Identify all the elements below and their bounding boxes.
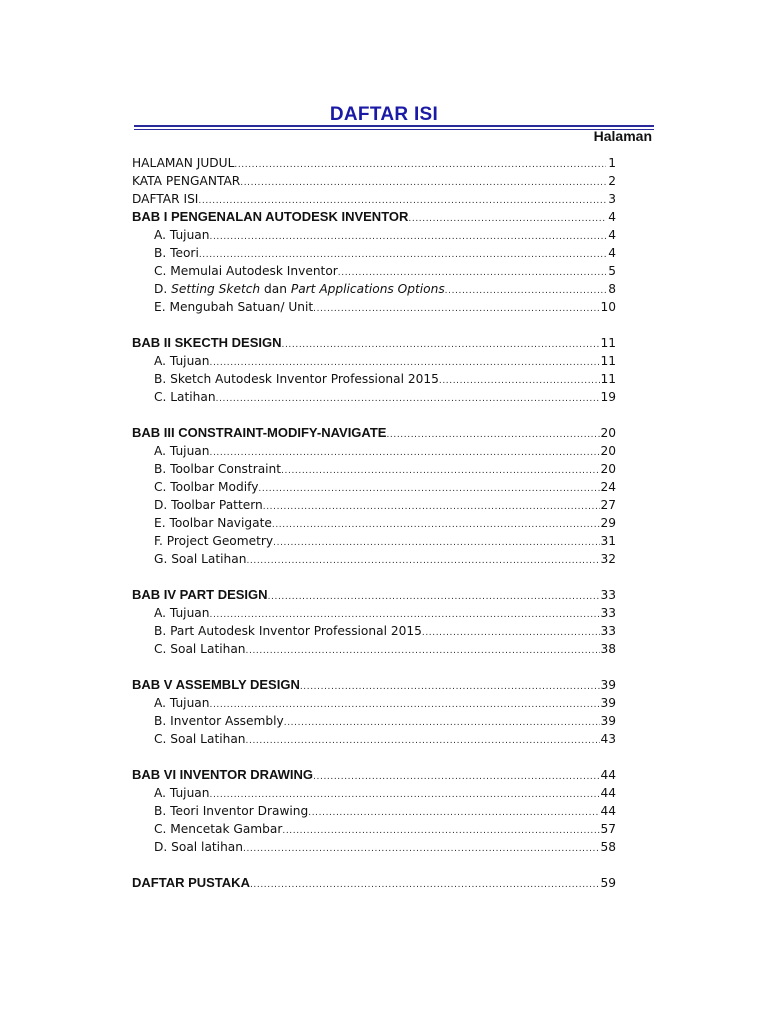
- toc-entry-label: D. Toolbar Pattern: [154, 498, 263, 512]
- toc-chapter-bab-2[interactable]: [132, 334, 616, 352]
- dot-leader: [386, 424, 600, 442]
- toc-entry-label: A. Tujuan: [154, 228, 210, 242]
- toc-entry-label: HALAMAN JUDUL: [132, 156, 235, 170]
- dot-leader: [338, 262, 606, 280]
- toc-entry-label: B. Teori: [154, 246, 199, 260]
- toc-entry-page: 8: [608, 282, 616, 296]
- toc-entry-label: C. Memulai Autodesk Inventor: [154, 264, 338, 278]
- toc-chapter-label: DAFTAR PUSTAKA: [132, 875, 250, 890]
- toc-chapter-label: BAB II SKECTH DESIGN: [132, 335, 282, 350]
- toc-chapter-bab-1[interactable]: [132, 208, 616, 226]
- toc-entry-page: 59: [600, 876, 616, 890]
- document-title: DAFTAR ISI: [329, 104, 439, 125]
- toc-entry[interactable]: [132, 532, 616, 550]
- dot-leader: [439, 370, 601, 388]
- toc-entry-page: 2: [608, 174, 616, 188]
- toc-entry-page: 33: [600, 624, 616, 638]
- dot-leader: [422, 622, 601, 640]
- toc-chapter-daftar-pustaka[interactable]: [132, 874, 616, 892]
- toc-entry[interactable]: [132, 262, 616, 280]
- toc-entry-label: B. Teori Inventor Drawing: [154, 804, 309, 818]
- toc-entry-page: 39: [600, 696, 616, 710]
- toc-entry-page: 38: [600, 642, 616, 656]
- dot-leader: [268, 586, 601, 604]
- toc-entry-label: B. Toolbar Constraint: [154, 462, 282, 476]
- toc-entry-page: 24: [600, 480, 616, 494]
- toc-entry-page: 20: [600, 426, 616, 440]
- dot-leader: [284, 712, 601, 730]
- toc-entry[interactable]: [132, 640, 616, 658]
- toc-entry-page: 19: [600, 390, 616, 404]
- toc-entry-label: DAFTAR ISI: [132, 192, 199, 206]
- section-spacer: [132, 406, 616, 424]
- dot-leader: [216, 388, 601, 406]
- toc-entry-page: 32: [600, 552, 616, 566]
- section-spacer: [132, 856, 616, 874]
- toc-entry-label: KATA PENGANTAR: [132, 174, 241, 188]
- toc-entry-page: 20: [600, 444, 616, 458]
- toc-entry-label: A. Tujuan: [154, 696, 210, 710]
- toc-entry-page: 57: [600, 822, 616, 836]
- toc-entry-label: A. Tujuan: [154, 786, 210, 800]
- toc-entry-page: 11: [600, 372, 616, 386]
- toc-entry-page: 11: [600, 354, 616, 368]
- label-italic-2: Part Applications Options: [290, 282, 445, 296]
- dot-leader: [282, 334, 601, 352]
- toc-entry[interactable]: [132, 802, 616, 820]
- toc-entry-page: 4: [608, 210, 616, 224]
- toc-entry[interactable]: [132, 496, 616, 514]
- toc-entry-page: 3: [608, 192, 616, 206]
- toc-entry[interactable]: [132, 388, 616, 406]
- dot-leader: [282, 820, 600, 838]
- toc-entry-label: E. Toolbar Navigate: [154, 516, 272, 530]
- toc-entry-label: A. Tujuan: [154, 606, 210, 620]
- toc-entry-label: C. Mencetak Gambar: [154, 822, 283, 836]
- section-spacer: [132, 316, 616, 334]
- dot-leader: [210, 226, 607, 244]
- toc-entry[interactable]: [132, 280, 616, 298]
- dot-leader: [272, 514, 601, 532]
- toc-entry-page: 39: [600, 714, 616, 728]
- toc-entry-daftar-isi[interactable]: [132, 190, 616, 208]
- toc-entry[interactable]: [132, 478, 616, 496]
- dot-leader: [198, 190, 606, 208]
- toc-entry-label: C. Latihan: [154, 390, 216, 404]
- toc-entry[interactable]: [132, 352, 616, 370]
- dot-leader: [300, 676, 601, 694]
- page-column-header: Halaman: [593, 128, 652, 144]
- label-prefix: D.: [154, 282, 172, 296]
- toc-entry-page: 39: [600, 678, 616, 692]
- toc-entry-page: 44: [600, 786, 616, 800]
- toc-entry-page: 43: [600, 732, 616, 746]
- toc-entry-halaman-judul[interactable]: [132, 154, 616, 172]
- toc-entry[interactable]: [132, 550, 616, 568]
- toc-entry[interactable]: [132, 622, 616, 640]
- section-spacer: [132, 748, 616, 766]
- dot-leader: [408, 208, 606, 226]
- toc-entry[interactable]: [132, 784, 616, 802]
- section-spacer: [132, 658, 616, 676]
- toc-entry-label: A. Tujuan: [154, 444, 210, 458]
- toc-chapter-label: BAB VI INVENTOR DRAWING: [132, 767, 314, 782]
- toc-entry[interactable]: [132, 226, 616, 244]
- dot-leader: [246, 640, 601, 658]
- toc-entry-page: 29: [600, 516, 616, 530]
- dot-leader: [250, 874, 601, 892]
- dot-leader: [210, 694, 601, 712]
- toc-chapter-label: BAB V ASSEMBLY DESIGN: [132, 677, 300, 692]
- toc-entry-page: 20: [600, 462, 616, 476]
- title-rule-thick: [134, 125, 654, 127]
- toc-entry-page: 58: [600, 840, 616, 854]
- dot-leader: [273, 532, 600, 550]
- toc-entry-label: F. Project Geometry: [154, 534, 274, 548]
- toc-entry[interactable]: [132, 442, 616, 460]
- toc-entry-page: 33: [600, 606, 616, 620]
- section-spacer: [132, 568, 616, 586]
- dot-leader: [243, 838, 600, 856]
- toc-entry[interactable]: [132, 712, 616, 730]
- dot-leader: [210, 352, 601, 370]
- toc-entry-page: 44: [600, 768, 616, 782]
- toc-entry[interactable]: [132, 838, 616, 856]
- toc-entry[interactable]: [132, 820, 616, 838]
- toc-entry[interactable]: [132, 460, 616, 478]
- dot-leader: [445, 280, 606, 298]
- toc-entry-page: 5: [608, 264, 616, 278]
- toc-entry-page: 4: [608, 246, 616, 260]
- toc-chapter-bab-5[interactable]: [132, 676, 616, 694]
- toc-chapter-bab-4[interactable]: [132, 586, 616, 604]
- toc-entry-label: C. Toolbar Modify: [154, 480, 259, 494]
- toc-chapter-label: BAB I PENGENALAN AUTODESK INVENTOR: [132, 209, 409, 224]
- toc-entry-page: 11: [600, 336, 616, 350]
- toc-chapter-bab-6[interactable]: [132, 766, 616, 784]
- toc-entry-page: 27: [600, 498, 616, 512]
- toc-entry-label: C. Soal Latihan: [154, 642, 246, 656]
- toc-entry[interactable]: [132, 604, 616, 622]
- dot-leader: [313, 766, 600, 784]
- toc-entry[interactable]: [132, 244, 616, 262]
- toc-entry-label: G. Soal Latihan: [154, 552, 247, 566]
- toc-entry-page: 33: [600, 588, 616, 602]
- toc-entry[interactable]: [132, 694, 616, 712]
- dot-leader: [234, 154, 606, 172]
- dot-leader: [210, 604, 601, 622]
- dot-leader: [210, 784, 601, 802]
- toc-entry-label: E. Mengubah Satuan/ Unit: [154, 300, 314, 314]
- title-rule-thin: [134, 129, 654, 130]
- toc-entry-page: 10: [600, 300, 616, 314]
- toc-entry-label: B. Part Autodesk Inventor Professional 2015: [154, 624, 422, 638]
- toc-entry-label: C. Soal Latihan: [154, 732, 246, 746]
- toc-entry-label: B. Sketch Autodesk Inventor Professional 2015: [154, 372, 439, 386]
- toc-entry-label: B. Inventor Assembly: [154, 714, 284, 728]
- toc-chapter-bab-3[interactable]: [132, 424, 616, 442]
- toc-entry[interactable]: [132, 298, 616, 316]
- toc-entry[interactable]: [132, 514, 616, 532]
- toc-entry-label: [154, 280, 445, 298]
- toc-entry[interactable]: [132, 730, 616, 748]
- toc-chapter-label: BAB III CONSTRAINT-MODIFY-NAVIGATE: [132, 425, 387, 440]
- dot-leader: [313, 298, 600, 316]
- toc-entry-label: A. Tujuan: [154, 354, 210, 368]
- label-mid: dan: [260, 282, 291, 296]
- dot-leader: [199, 244, 606, 262]
- dot-leader: [258, 478, 600, 496]
- toc-entry-kata-pengantar[interactable]: [132, 172, 616, 190]
- dot-leader: [210, 442, 601, 460]
- toc-entry[interactable]: [132, 370, 616, 388]
- toc-entry-page: 31: [600, 534, 616, 548]
- toc-entry-label: D. Soal latihan: [154, 840, 243, 854]
- dot-leader: [240, 172, 606, 190]
- toc-entry-page: 44: [600, 804, 616, 818]
- dot-leader: [281, 460, 600, 478]
- table-of-contents: [132, 154, 616, 892]
- dot-leader: [308, 802, 600, 820]
- toc-entry-page: 4: [608, 228, 616, 242]
- dot-leader: [263, 496, 601, 514]
- dot-leader: [246, 550, 600, 568]
- dot-leader: [246, 730, 601, 748]
- toc-entry-page: 1: [608, 156, 616, 170]
- label-italic-1: Setting Sketch: [171, 282, 261, 296]
- toc-chapter-label: BAB IV PART DESIGN: [132, 587, 268, 602]
